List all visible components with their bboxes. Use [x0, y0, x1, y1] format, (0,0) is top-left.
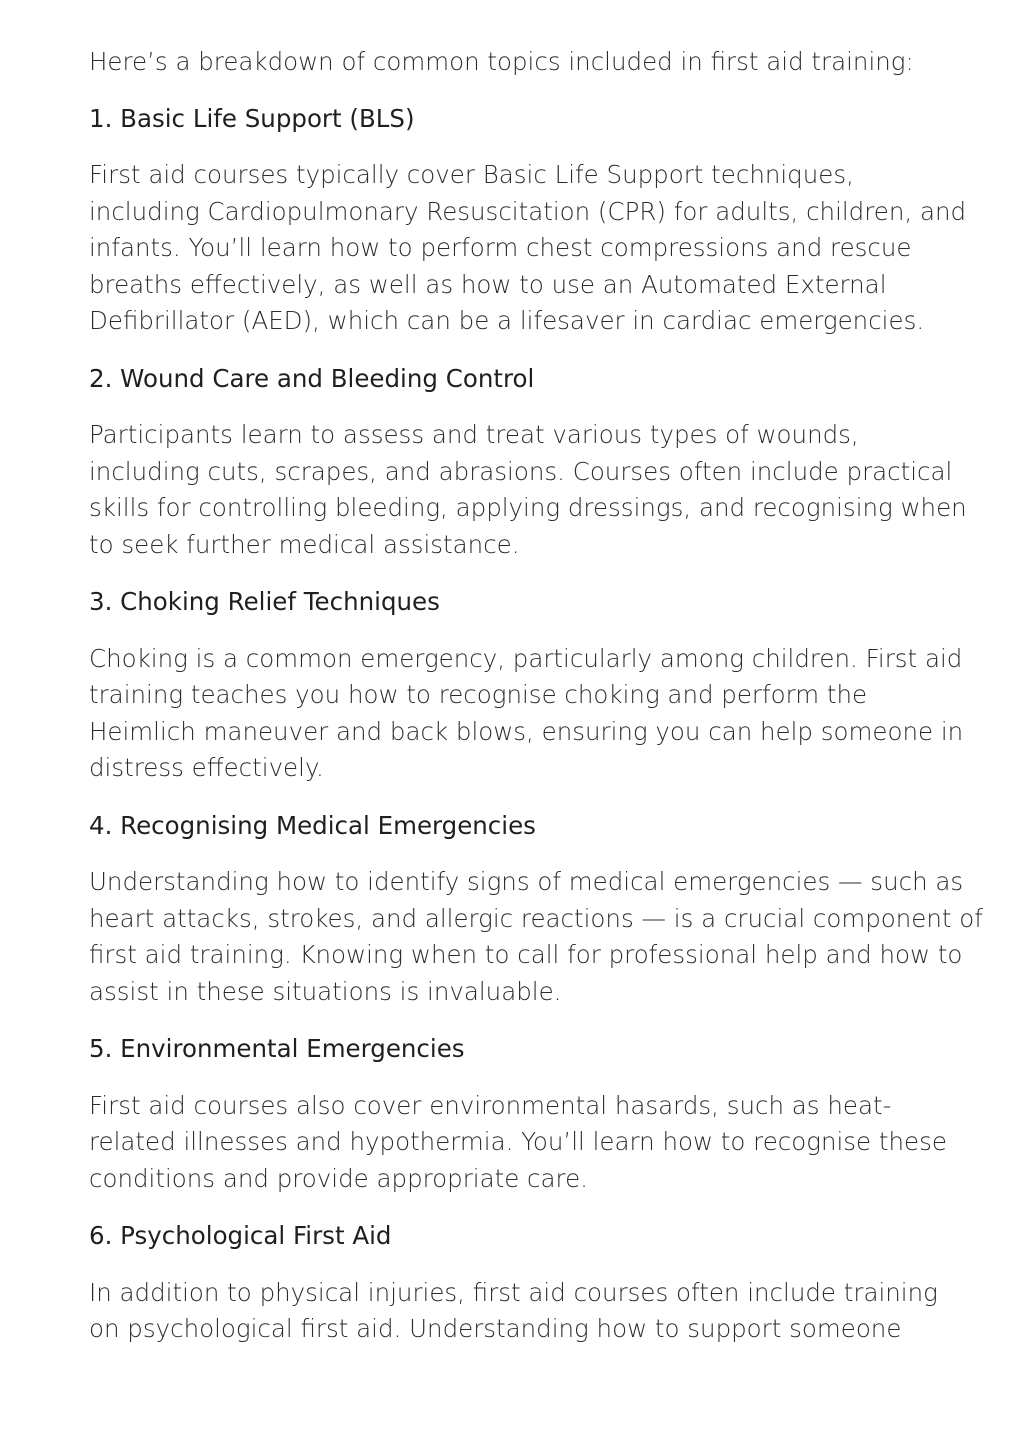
section-heading: 3. Choking Relief Techniques: [89, 587, 440, 616]
section-heading: 4. Recognising Medical Emergencies: [89, 810, 536, 840]
paragraph-line: skills for controlling bleeding, applying dressings, and recognising when: [89, 493, 967, 522]
paragraph-line: Heimlich maneuver and back blows, ensuring you can help someone in: [89, 716, 964, 746]
section-paragraph: [89, 417, 989, 563]
section-paragraph: [89, 864, 989, 1010]
section-paragraph: [89, 1088, 989, 1198]
section-5: [89, 1031, 989, 1197]
paragraph-line: to seek further medical assistance.: [89, 529, 520, 559]
section-6: [89, 1218, 989, 1348]
paragraph-line: training teaches you how to recognise choking and perform the: [89, 680, 868, 709]
paragraph-line: related illnesses and hypothermia. You’ll learn how to recognise these: [89, 1127, 947, 1156]
section-paragraph: [89, 641, 989, 787]
section-heading: 2. Wound Care and Bleeding Control: [89, 363, 535, 393]
document-page: [89, 44, 989, 1369]
paragraph-line: including Cardiopulmonary Resuscitation (CPR) for adults, children, and: [89, 196, 967, 226]
paragraph-line: First aid courses typically cover Basic Life Support techniques,: [89, 160, 854, 189]
section-paragraph: [89, 1275, 989, 1348]
paragraph-line: In addition to physical injuries, first aid courses often include training: [89, 1277, 938, 1307]
paragraph-line: infants. You’ll learn how to perform chest compressions and rescue: [89, 233, 912, 262]
section-heading: 6. Psychological First Aid: [89, 1221, 392, 1250]
paragraph-line: First aid courses also cover environmental hasards, such as heat-: [89, 1090, 892, 1120]
paragraph-line: conditions and provide appropriate care.: [89, 1163, 588, 1193]
section-paragraph: [89, 157, 989, 340]
paragraph-line: heart attacks, strokes, and allergic reactions — is a crucial component of: [89, 903, 983, 933]
section-2: [89, 361, 989, 564]
section-heading: 1. Basic Life Support (BLS): [89, 103, 415, 133]
paragraph-line: on psychological first aid. Understanding how to support someone: [89, 1314, 902, 1343]
paragraph-line: assist in these situations is invaluable.: [89, 976, 562, 1006]
paragraph-line: first aid training. Knowing when to call for professional help and how to: [89, 940, 963, 969]
paragraph-line: distress effectively.: [89, 753, 324, 782]
section-3: [89, 584, 989, 787]
paragraph-line: breaths effectively, as well as how to use an Automated External: [89, 269, 887, 299]
section-4: [89, 808, 989, 1011]
paragraph-line: Choking is a common emergency, particularly among children. First aid: [89, 643, 963, 673]
paragraph-line: Defibrillator (AED), which can be a lifesaver in cardiac emergencies.: [89, 306, 925, 335]
section-1: [89, 101, 989, 340]
paragraph-line: Understanding how to identify signs of medical emergencies — such as: [89, 867, 964, 896]
paragraph-line: including cuts, scrapes, and abrasions. Courses often include practical: [89, 456, 953, 486]
intro-paragraph: Here’s a breakdown of common topics included in first aid training:: [89, 47, 914, 76]
paragraph-line: Participants learn to assess and treat various types of wounds,: [89, 420, 859, 449]
section-heading: 5. Environmental Emergencies: [89, 1034, 465, 1063]
